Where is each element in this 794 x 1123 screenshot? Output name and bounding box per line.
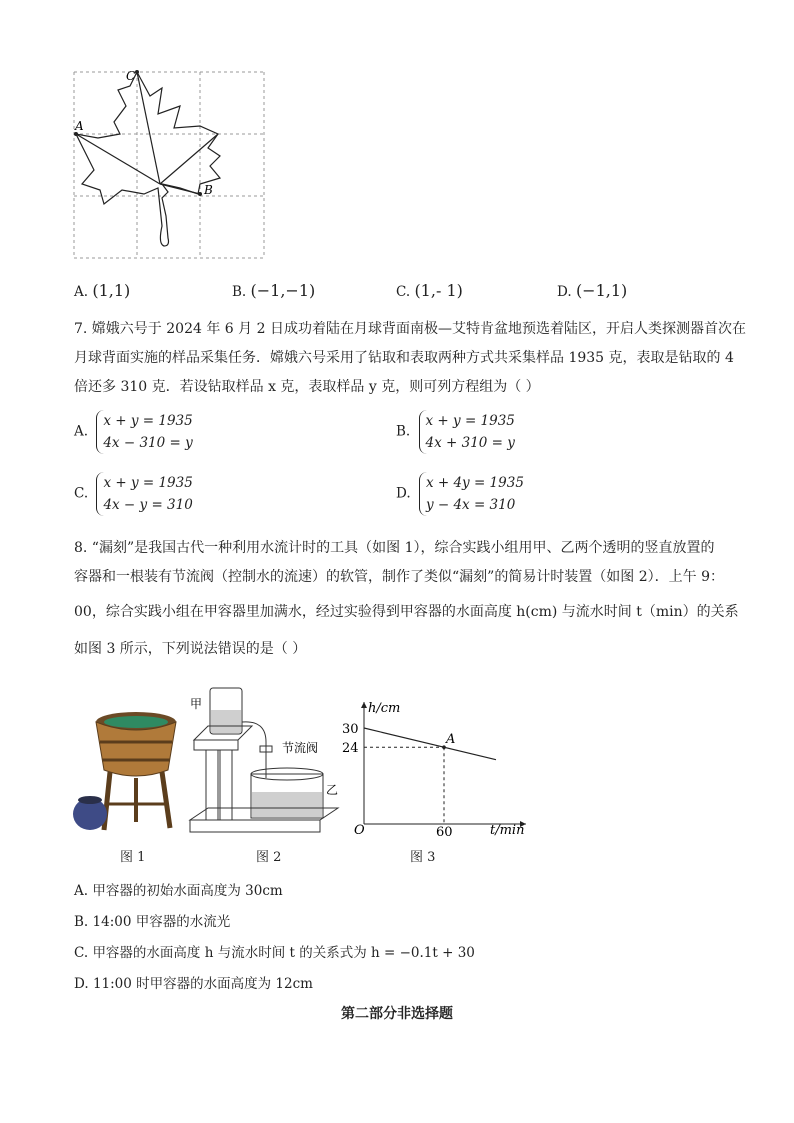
label-jia: 甲: [190, 697, 203, 711]
label-valve: 节流阀: [282, 741, 319, 755]
y-tick-label-24: 24: [342, 741, 359, 757]
equation-system: x + 4y = 1935 y − 4x = 310: [419, 472, 524, 516]
q7-line-3: 倍还多 310 克．若设钻取样品 x 克，表取样品 y 克，则可列方程组为（ ）: [74, 379, 540, 395]
q7-line-2: 月球背面实施的样品采集任务．嫦娥六号采用了钻取和表取两种方式共采集样品 1935 克，表取是钻取的 4: [74, 350, 734, 366]
q8-option-c[interactable]: C. 甲容器的水面高度 h 与流水时间 t 的关系式为 h = −0.1t + 30: [74, 945, 475, 961]
equation-system: x + y = 1935 4x − y = 310: [96, 472, 192, 516]
q8-option-b[interactable]: B. 14:00 甲容器的水流光: [74, 914, 231, 930]
y-axis-label: h/cm: [368, 701, 401, 716]
q8-option-a[interactable]: A. 甲容器的初始水面高度为 30cm: [74, 883, 283, 899]
q7-option-a[interactable]: A. x + y = 1935 4x − 310 = y: [74, 410, 193, 454]
y-axis-arrow: [361, 702, 367, 708]
q6-option-a[interactable]: A. (1,1): [74, 281, 131, 300]
leaf-grid-figure: [70, 66, 270, 262]
fig-caption-3: 图 3: [410, 850, 436, 865]
q8-option-d[interactable]: D. 11:00 时甲容器的水面高度为 12cm: [74, 976, 313, 992]
q8-line-4: 如图 3 所示，下列说法错误的是（ ）: [74, 641, 307, 657]
label-yi: 乙: [326, 783, 339, 797]
section-title: 第二部分非选择题: [341, 1006, 453, 1022]
q8-line-2: 容器和一根装有节流阀（控制水的流速）的软管，制作了类似“漏刻”的简易计时装置（如图 2）．上午 9：: [74, 569, 725, 585]
q7-line-1: 7. 嫦娥六号于 2024 年 6 月 2 日成功着陆在月球背面南极—艾特肯盆地预选着陆区，开启人类探测器首次在: [74, 321, 746, 337]
equation-system: x + y = 1935 4x − 310 = y: [96, 410, 192, 454]
x-tick-label-60: 60: [436, 825, 453, 838]
point-a-label: A: [446, 732, 456, 748]
figure-3-line-chart: [336, 696, 532, 838]
q6-option-b[interactable]: B. (−1,−1): [232, 281, 316, 300]
fig-caption-1: 图 1: [120, 850, 146, 865]
q7-option-d[interactable]: D. x + 4y = 1935 y − 4x = 310: [396, 472, 524, 516]
x-axis-label: t/min: [490, 823, 525, 838]
leaf-label-c: C: [126, 69, 136, 83]
series-line: [364, 728, 496, 760]
q8-line-1: 8. “漏刻”是我国古代一种利用水流计时的工具（如图 1），综合实践小组用甲、乙两个透明的竖直放置的: [74, 540, 715, 556]
q7-option-b[interactable]: B. x + y = 1935 4x + 310 = y: [396, 410, 515, 454]
q6-option-d[interactable]: D. (−1,1): [557, 281, 628, 300]
y-tick-label-30: 30: [342, 722, 359, 737]
fig-caption-2: 图 2: [256, 850, 282, 865]
q7-option-c[interactable]: C. x + y = 1935 4x − y = 310: [74, 472, 193, 516]
leaf-label-a: A: [75, 119, 84, 133]
figure-2-apparatus: [188, 682, 344, 834]
leaf-label-b: B: [204, 183, 213, 197]
q6-option-c[interactable]: C. (1,- 1): [396, 281, 463, 300]
q8-line-3: 00，综合实践小组在甲容器里加满水，经过实验得到甲容器的水面高度 h(cm) 与流水时间 t（min）的关系: [74, 604, 739, 620]
equation-system: x + y = 1935 4x + 310 = y: [419, 410, 515, 454]
origin-label: O: [354, 823, 365, 838]
figure-1-water-clock: [70, 708, 182, 836]
